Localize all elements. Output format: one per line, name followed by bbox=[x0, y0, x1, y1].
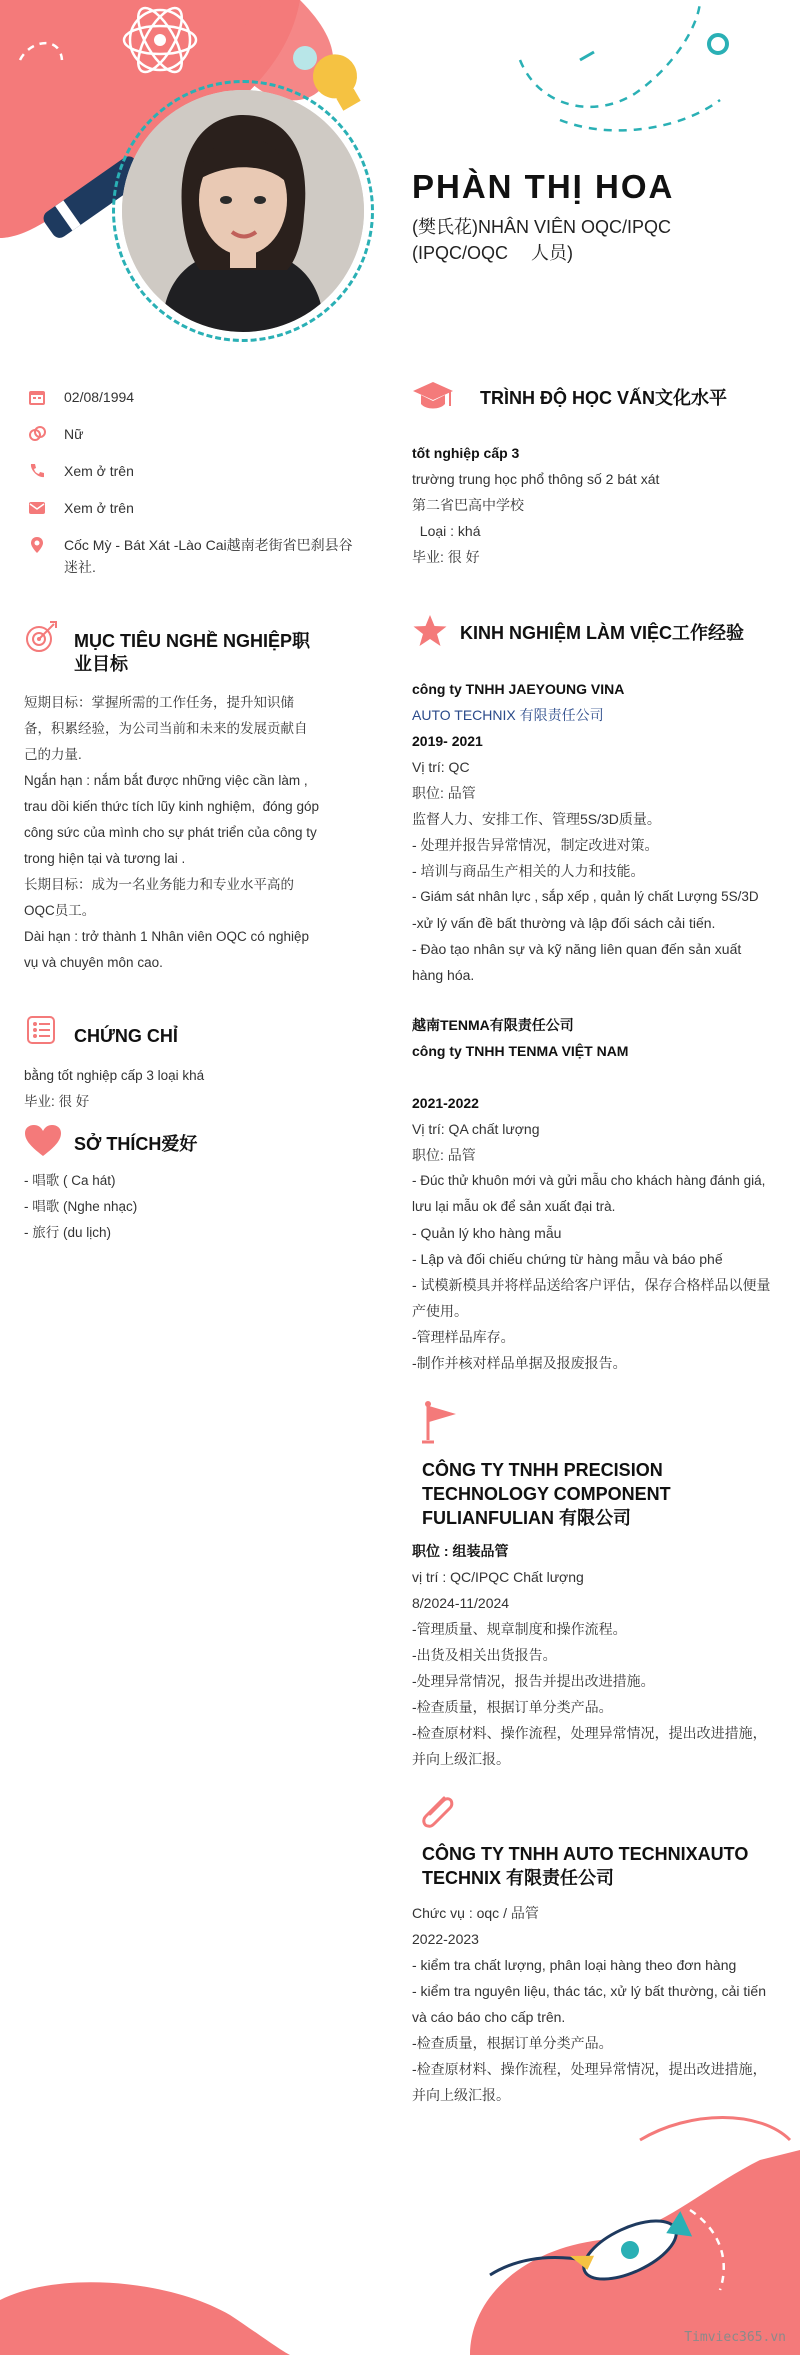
job-line: -出货及相关出货报告。 bbox=[412, 1647, 557, 1663]
job-line: - 处理并报告异常情况，制定改进对策。 bbox=[412, 837, 659, 853]
contact-dob bbox=[28, 386, 328, 408]
education-result: 毕业: 很 好 bbox=[412, 549, 480, 565]
job-line: - Đào tạo nhân sự và kỹ năng liên quan đến sản xuất hàng hóa. bbox=[412, 941, 742, 983]
job-company: 越南TENMA有限责任公司 bbox=[412, 1017, 574, 1033]
objective-short-cn: 短期目标：掌握所需的工作任务，提升知识储备，积累经验，为公司当前和未来的发展贡献自己的力量. bbox=[24, 695, 308, 762]
objective-heading: MỤC TIÊU NGHỀ NGHIỆP职业目标 bbox=[74, 631, 311, 674]
gender-icon bbox=[28, 425, 46, 443]
job-line: -检查质量，根据订单分类产品。 bbox=[412, 2035, 613, 2051]
job-period: 2021-2022 bbox=[412, 1095, 479, 1111]
education-school: trường trung học phổ thông số 2 bát xát bbox=[412, 471, 660, 487]
job-line: -检查原材料、操作流程，处理异常情况，提出改进措施，并向上级汇报。 bbox=[412, 2061, 767, 2103]
education-heading: TRÌNH ĐỘ HỌC VẤN文化水平 bbox=[480, 388, 727, 408]
job-line: -xử lý vấn đề bất thường và lập đối sách cải tiến. bbox=[412, 915, 716, 931]
avatar bbox=[122, 90, 364, 332]
location-icon bbox=[28, 536, 46, 554]
education-school-cn: 第二省巴高中学校 bbox=[412, 497, 524, 513]
hobbies-heading: SỞ THÍCH爱好 bbox=[74, 1134, 198, 1154]
calendar-icon bbox=[28, 388, 46, 406]
job-line: - Đúc thử khuôn mới và gửi mẫu cho khách hàng đánh giá, lưu lại mẫu ok để sản xuất đại trà. bbox=[412, 1173, 766, 1214]
job-line: - kiểm tra nguyên liệu, thác tác, xử lý bất thường, cải tiến và cáo báo cho cấp trên. bbox=[412, 1983, 766, 2025]
target-icon bbox=[24, 620, 58, 654]
certificates-text bbox=[24, 1063, 320, 1115]
address-text: Cốc Mỳ - Bát Xát -Lào Cai越南老街省巴刹县谷迷社. bbox=[64, 537, 353, 575]
job-line: - 试模新模具并将样品送给客户评估，保存合格样品以便量产使用。 bbox=[412, 1277, 771, 1319]
job-precision bbox=[412, 1538, 772, 1772]
phone-icon bbox=[28, 462, 46, 480]
hobby-item: - 旅行 (du lịch) bbox=[24, 1225, 112, 1240]
job-position: 职位 : 组装品管 bbox=[412, 1543, 509, 1559]
job-tenma bbox=[412, 1012, 772, 1376]
job-line: 监督人力、安排工作、管理5S/3D质量。 bbox=[412, 811, 661, 827]
job-company: công ty TNHH JAEYOUNG VINA bbox=[412, 681, 625, 697]
objective-text bbox=[24, 690, 323, 976]
job-line: - Quản lý kho hàng mẫu bbox=[412, 1225, 562, 1241]
candidate-title: (樊氏花)NHÂN VIÊN OQC/IPQC (IPQC/OQC 人员) bbox=[412, 217, 672, 263]
job-autotechnix-company: CÔNG TY TNHH AUTO TECHNIXAUTO TECHNIX 有限责任公司 bbox=[422, 1844, 749, 1888]
email-icon bbox=[28, 499, 46, 517]
education-grade: Loại : khá bbox=[412, 523, 481, 539]
hobby-item: - 唱歌 (Nghe nhạc) bbox=[24, 1199, 138, 1214]
job-line: -检查原材料、操作流程，处理异常情况，提出改进措施，并向上级汇报。 bbox=[412, 1725, 767, 1767]
flag-icon bbox=[420, 1400, 460, 1446]
job-line: - Lập và đối chiếu chứng từ hàng mẫu và báo phế bbox=[412, 1251, 723, 1267]
certificate-line: 毕业: 很 好 bbox=[24, 1094, 90, 1109]
objective-short-vn: Ngắn hạn : nắm bắt được những việc cần làm , trau dồi kiến thức tích lũy kinh nghiệm, đóng góp công sức của mình cho sự phát triển của công ty trong hiện tại và tương lai . bbox=[24, 773, 323, 866]
job-line: -管理样品库存。 bbox=[412, 1329, 515, 1345]
job-line: Chức vụ : oqc / 品管 bbox=[412, 1905, 539, 1921]
certificate-icon bbox=[26, 1015, 56, 1045]
job-line: -处理异常情况，报告并提出改进措施。 bbox=[412, 1673, 655, 1689]
paperclip-icon bbox=[418, 1792, 458, 1832]
candidate-name: PHÀN THỊ HOA bbox=[412, 168, 675, 205]
job-autotechnix bbox=[412, 1900, 772, 2108]
job-line: 职位: 品管 bbox=[412, 1147, 476, 1163]
education-degree: tốt nghiệp cấp 3 bbox=[412, 445, 520, 461]
certificates-heading: CHỨNG CHỈ bbox=[74, 1026, 178, 1046]
experience-heading: KINH NGHIỆM LÀM VIỆC工作经验 bbox=[460, 623, 745, 643]
star-icon bbox=[412, 614, 448, 648]
job-line: Vị trí: QA chất lượng bbox=[412, 1121, 540, 1137]
graduation-cap-icon bbox=[412, 380, 454, 414]
job-precision-company: CÔNG TY TNHH PRECISION TECHNOLOGY COMPONENT FULIANFULIAN 有限公司 bbox=[422, 1460, 671, 1528]
job-line: - kiểm tra chất lượng, phân loại hàng theo đơn hàng bbox=[412, 1957, 737, 1973]
education-body bbox=[412, 440, 772, 570]
contact-gender bbox=[28, 423, 328, 445]
job-line: -管理质量、规章制度和操作流程。 bbox=[412, 1621, 627, 1637]
heart-icon bbox=[24, 1124, 62, 1158]
hobbies-text bbox=[24, 1168, 320, 1246]
job-line: 职位: 品管 bbox=[412, 785, 476, 801]
contact-phone bbox=[28, 460, 328, 482]
job-line: -制作并核对样品单据及报废报告。 bbox=[412, 1355, 627, 1371]
objective-long-vn: Dài hạn : trở thành 1 Nhân viên OQC có nghiệp vụ và chuyên môn cao. bbox=[24, 929, 317, 970]
job-jaeyoung bbox=[412, 676, 772, 988]
dob-text: 02/08/1994 bbox=[64, 389, 135, 405]
job-company-alt: AUTO TECHNIX 有限责任公司 bbox=[412, 707, 604, 723]
job-period: 2019- 2021 bbox=[412, 733, 483, 749]
job-line: vị trí : QC/IPQC Chất lượng bbox=[412, 1569, 584, 1585]
job-company-alt: công ty TNHH TENMA VIỆT NAM bbox=[412, 1043, 629, 1059]
watermark: Timviec365.vn bbox=[684, 2330, 786, 2345]
objective-long-cn: 长期目标：成为一名业务能力和专业水平高的OQC员工。 bbox=[24, 877, 294, 918]
contact-address bbox=[28, 534, 353, 582]
job-line: 8/2024-11/2024 bbox=[412, 1595, 510, 1611]
certificate-line: bằng tốt nghiệp cấp 3 loại khá bbox=[24, 1068, 205, 1083]
job-line: 2022-2023 bbox=[412, 1931, 479, 1947]
contact-email bbox=[28, 497, 328, 519]
gender-text: Nữ bbox=[64, 426, 84, 442]
hobby-item: - 唱歌 ( Ca hát) bbox=[24, 1173, 116, 1188]
footer-decoration bbox=[0, 2100, 800, 2355]
job-line: -检查质量，根据订单分类产品。 bbox=[412, 1699, 613, 1715]
phone-text: Xem ở trên bbox=[64, 463, 134, 479]
job-line: - Giám sát nhân lực , sắp xếp , quản lý chất Lượng 5S/3D bbox=[412, 889, 759, 904]
email-text: Xem ở trên bbox=[64, 500, 134, 516]
job-line: - 培训与商品生产相关的人力和技能。 bbox=[412, 863, 645, 879]
job-line: Vị trí: QC bbox=[412, 759, 470, 775]
